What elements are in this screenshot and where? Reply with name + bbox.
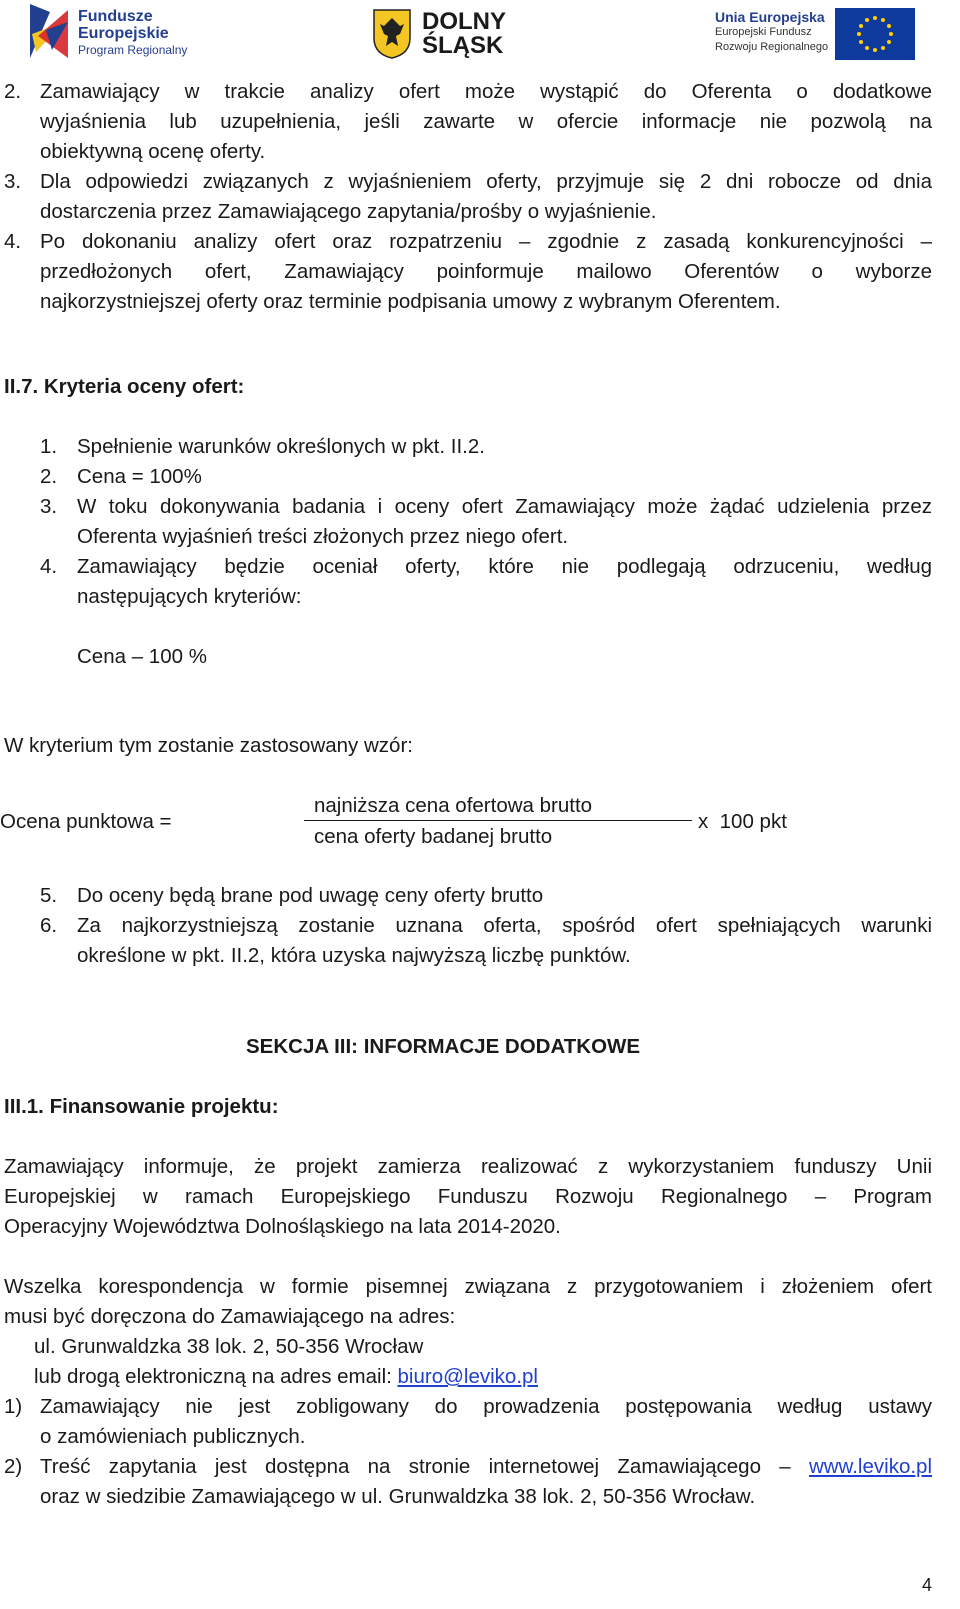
note-1-line-2: o zamówieniach publicznych. <box>40 1425 306 1448</box>
formula-fraction-bar <box>304 820 692 821</box>
formula-lhs: Ocena punktowa = <box>0 810 172 833</box>
section-title-iii: SEKCJA III: INFORMACJE DODATKOWE <box>246 1035 641 1058</box>
criteria-6-line-2: określone w pkt. II.2, która uzyska najwyższą liczbę punktów. <box>77 944 631 967</box>
address: ul. Grunwaldzka 38 lok. 2, 50-356 Wrocław <box>34 1335 424 1358</box>
criteria-num-2: 2. <box>40 465 58 488</box>
list-top-4-line-1: Po dokonaniu analizy ofert oraz rozpatrzeniu – zgodnie z zasadą konkurencyjności – <box>40 230 932 253</box>
criteria-3-line-1: W toku dokonywania badania i oceny ofert Zamawiający może żądać udzielenia przez <box>77 495 932 518</box>
criteria-num-6: 6. <box>40 914 58 937</box>
criteria-6-line-1: Za najkorzystniejszą zostanie uznana oferta, spośród ofert spełniających warunki <box>77 914 932 937</box>
logo-ds-line2: ŚLĄSK <box>422 32 504 59</box>
note-1-line-1: Zamawiający nie jest zobligowany do prowadzenia postępowania według ustawy <box>40 1395 932 1418</box>
email-link[interactable]: biuro@leviko.pl <box>397 1365 538 1388</box>
criteria-num-5: 5. <box>40 884 58 907</box>
list-top-num-4: 4. <box>4 230 22 253</box>
logo-ds-line1: DOLNY <box>422 8 506 35</box>
logo-ue-line3: Rozwoju Regionalnego <box>715 41 829 53</box>
eu-flag-icon <box>835 8 915 60</box>
list-top-2-line-3: obiektywną ocenę oferty. <box>40 140 266 163</box>
list-top-2-line-2: wyjaśnienia lub uzupełnienia, jeśli zawarte w ofercie informacje nie pozwolą na <box>40 110 932 133</box>
criteria-1-line-1: Spełnienie warunków określonych w pkt. II.2. <box>77 435 485 458</box>
section-heading-ii7: II.7. Kryteria oceny ofert: <box>4 375 245 398</box>
formula-denominator: cena oferty badanej brutto <box>314 825 553 848</box>
logo-fe-line3: Program Regionalny <box>78 43 188 57</box>
logo-fe-line1: Fundusze <box>78 8 153 25</box>
page-number: 4 <box>921 1575 932 1595</box>
criteria-num-3: 3. <box>40 495 58 518</box>
criteria-5-line-1: Do oceny będą brane pod uwagę ceny oferty brutto <box>77 884 544 907</box>
logo-ue-line2: Europejski Fundusz <box>715 26 812 38</box>
criterion-price: Cena – 100 % <box>77 645 207 668</box>
correspondence-line-2: musi być doręczona do Zamawiającego na adres: <box>4 1305 456 1328</box>
correspondence-line-1: Wszelka korespondencja w formie pisemnej związana z przygotowaniem i złożeniem ofert <box>4 1275 932 1298</box>
criteria-2-line-1: Cena = 100% <box>77 465 202 488</box>
list-top-2-line-1: Zamawiający w trakcie analizy ofert może wystąpić do Oferenta o dodatkowe <box>40 80 932 103</box>
formula-intro: W kryterium tym zostanie zastosowany wzór: <box>4 734 413 757</box>
formula-numerator: najniższa cena ofertowa brutto <box>314 794 593 817</box>
criteria-4-line-1: Zamawiający będzie oceniał oferty, które nie podlegają odrzuceniu, według <box>77 555 932 578</box>
email-line <box>34 1362 538 1392</box>
criteria-3-line-2: Oferenta wyjaśnień treści złożonych przez niego ofert. <box>77 525 569 548</box>
logo-fe-line2: Europejskie <box>78 25 169 42</box>
list-top-4-line-2: przedłożonych ofert, Zamawiający poinformuje mailowo Oferentów o wyborze <box>40 260 932 283</box>
eagle-crest-icon <box>372 8 412 60</box>
note-num-1: 1) <box>4 1395 23 1418</box>
formula-multiplier: x 100 pkt <box>698 810 787 833</box>
note-2-prefix: Treść zapytania jest dostępna na stronie internetowej Zamawiającego – <box>40 1455 809 1478</box>
criteria-num-4: 4. <box>40 555 58 578</box>
logo-dolny-slask <box>372 8 522 60</box>
list-top-num-3: 3. <box>4 170 22 193</box>
list-top-4-line-3: najkorzystniejszej oferty oraz terminie podpisania umowy z wybranym Oferentem. <box>40 290 781 313</box>
financing-line-2: Europejskiej w ramach Europejskiego Funduszu Rozwoju Regionalnego – Program <box>4 1185 932 1208</box>
note-2-line-2: oraz w siedzibie Zamawiającego w ul. Grunwaldzka 38 lok. 2, 50-356 Wrocław. <box>40 1485 756 1508</box>
website-link[interactable]: www.leviko.pl <box>808 1455 932 1478</box>
email-prefix: lub drogą elektroniczną na adres email: <box>34 1365 398 1388</box>
logo-fundusze-europejskie <box>28 0 188 62</box>
note-2-line-1 <box>40 1452 932 1482</box>
financing-line-1: Zamawiający informuje, że projekt zamierza realizować z wykorzystaniem funduszy Unii <box>4 1155 932 1178</box>
logo-ue-line1: Unia Europejska <box>715 9 825 25</box>
logo-unia-europejska <box>715 8 915 62</box>
criteria-num-1: 1. <box>40 435 58 458</box>
note-num-2: 2) <box>4 1455 23 1478</box>
list-top-num-2: 2. <box>4 80 22 103</box>
list-top-3-line-1: Dla odpowiedzi związanych z wyjaśnieniem oferty, przyjmuje się 2 dni robocze od dnia <box>40 170 932 193</box>
criteria-4-line-2: następujących kryteriów: <box>77 585 302 608</box>
list-top-3-line-2: dostarczenia przez Zamawiającego zapytania/prośby o wyjaśnienie. <box>40 200 657 223</box>
financing-line-3: Operacyjny Województwa Dolnośląskiego na lata 2014-2020. <box>4 1215 561 1238</box>
section-heading-iii1: III.1. Finansowanie projektu: <box>4 1095 279 1118</box>
